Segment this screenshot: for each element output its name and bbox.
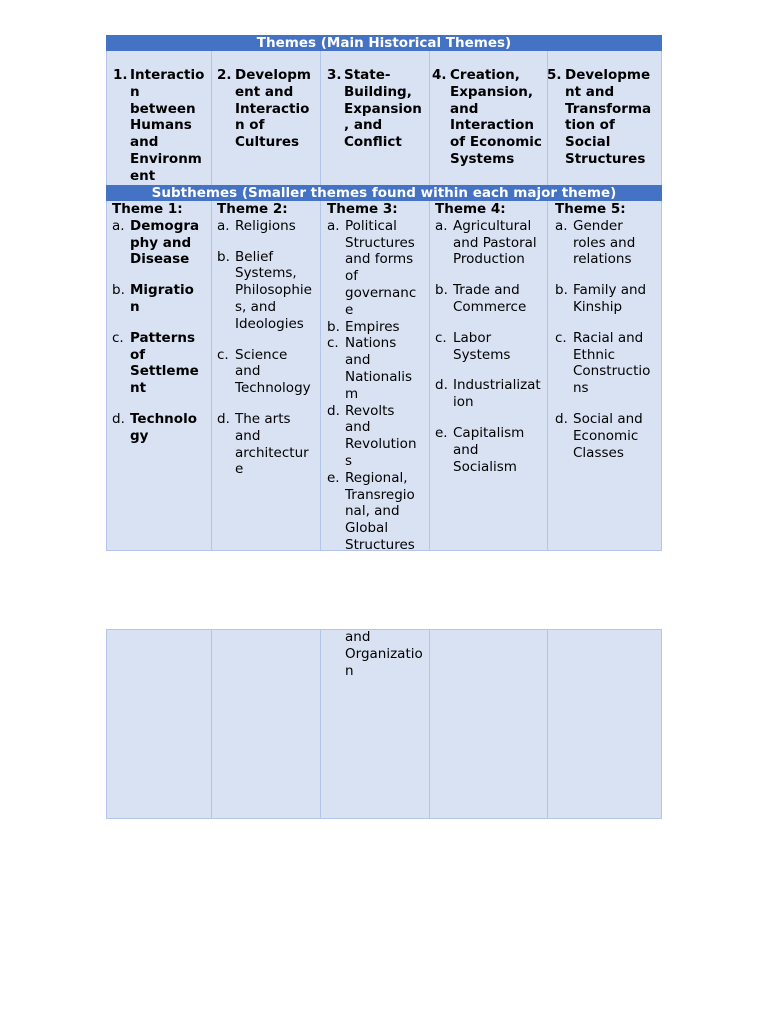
column-divider: [211, 51, 212, 551]
subtheme-cell-5: [555, 201, 661, 461]
list-item: b. Family and Kinship: [555, 282, 647, 315]
list-item: d. The arts and architectur e: [217, 410, 309, 478]
list-item: e. Regional, Transregio nal, and Global Structures: [327, 469, 415, 553]
list-item: b. Migratio n: [112, 282, 194, 315]
list-item: d. Technolo gy: [112, 410, 197, 444]
subtheme-list: [555, 218, 661, 462]
subtheme-heading: Theme 2:: [217, 201, 288, 217]
theme-cell-1: [113, 67, 211, 185]
column-divider: [429, 51, 430, 551]
continuation-text: and Organizatio n: [345, 629, 423, 679]
subthemes-header: Subthemes (Smaller themes found within each major theme): [106, 185, 662, 201]
list-item: c. Patterns of Settleme nt: [112, 329, 199, 397]
list-item: c. Science and Technology: [217, 346, 311, 397]
theme-item: 4. Creation, Expansion, and Interaction of Economic Systems: [432, 67, 542, 167]
list-item: c. Nations and Nationalis m: [327, 335, 413, 402]
theme-cell-2: [217, 67, 320, 151]
subtheme-cell-2: [217, 201, 320, 478]
theme-cell-3: [327, 67, 429, 151]
subtheme-cell-1: [112, 201, 211, 445]
column-divider: [429, 630, 430, 818]
column-divider: [320, 630, 321, 818]
list-item: d. Social and Economic Classes: [555, 410, 643, 461]
theme-item: 3. State- Building, Expansion , and Conflict: [327, 67, 422, 151]
list-item: a. Demogra phy and Disease: [112, 217, 200, 268]
list-item: b. Empires: [327, 318, 400, 335]
column-divider: [547, 630, 548, 818]
list-item: e. Capitalism and Socialism: [435, 424, 525, 475]
list-item: d. Industrializat ion: [435, 377, 541, 411]
theme-cell-4: [432, 67, 547, 168]
subtheme-list: [327, 218, 429, 554]
themes-table-continuation: [106, 629, 662, 819]
list-item: c. Labor Systems: [435, 329, 511, 363]
subtheme-heading: Theme 1:: [112, 201, 183, 217]
list-item: a. Gender roles and relations: [555, 217, 636, 268]
subtheme-cell-4: [435, 201, 547, 475]
subtheme-heading: Theme 3:: [327, 201, 398, 217]
list-item: d. Revolts and Revolution s: [327, 402, 417, 469]
theme-item: 1. Interactio n between Humans and Environm ent: [113, 67, 205, 184]
subtheme-cell-3: [327, 201, 429, 554]
list-item: a. Agricultural and Pastoral Production: [435, 217, 537, 268]
list-item: b. Belief Systems, Philosophie s, and Ideologies: [217, 248, 312, 332]
column-divider: [320, 51, 321, 551]
subtheme-list: [217, 218, 320, 478]
theme-item: 2. Developm ent and Interactio n of Cultures: [217, 67, 311, 151]
theme-cell-5: [547, 67, 661, 168]
themes-table: [106, 35, 662, 551]
subtheme-heading: Theme 4:: [435, 201, 506, 217]
subtheme-heading: Theme 5:: [555, 201, 626, 217]
list-item: a. Political Structures and forms of governanc e: [327, 217, 417, 318]
theme-item: 5. Developme nt and Transforma tion of Social Structures: [547, 67, 652, 167]
list-item: c. Racial and Ethnic Constructio ns: [555, 329, 651, 397]
main-themes-header: Themes (Main Historical Themes): [106, 35, 662, 51]
subtheme-list: [435, 218, 547, 476]
list-item: b. Trade and Commerce: [435, 282, 527, 315]
subtheme-list: [112, 218, 211, 445]
list-item: a. Religions: [217, 217, 296, 234]
column-divider: [211, 630, 212, 818]
